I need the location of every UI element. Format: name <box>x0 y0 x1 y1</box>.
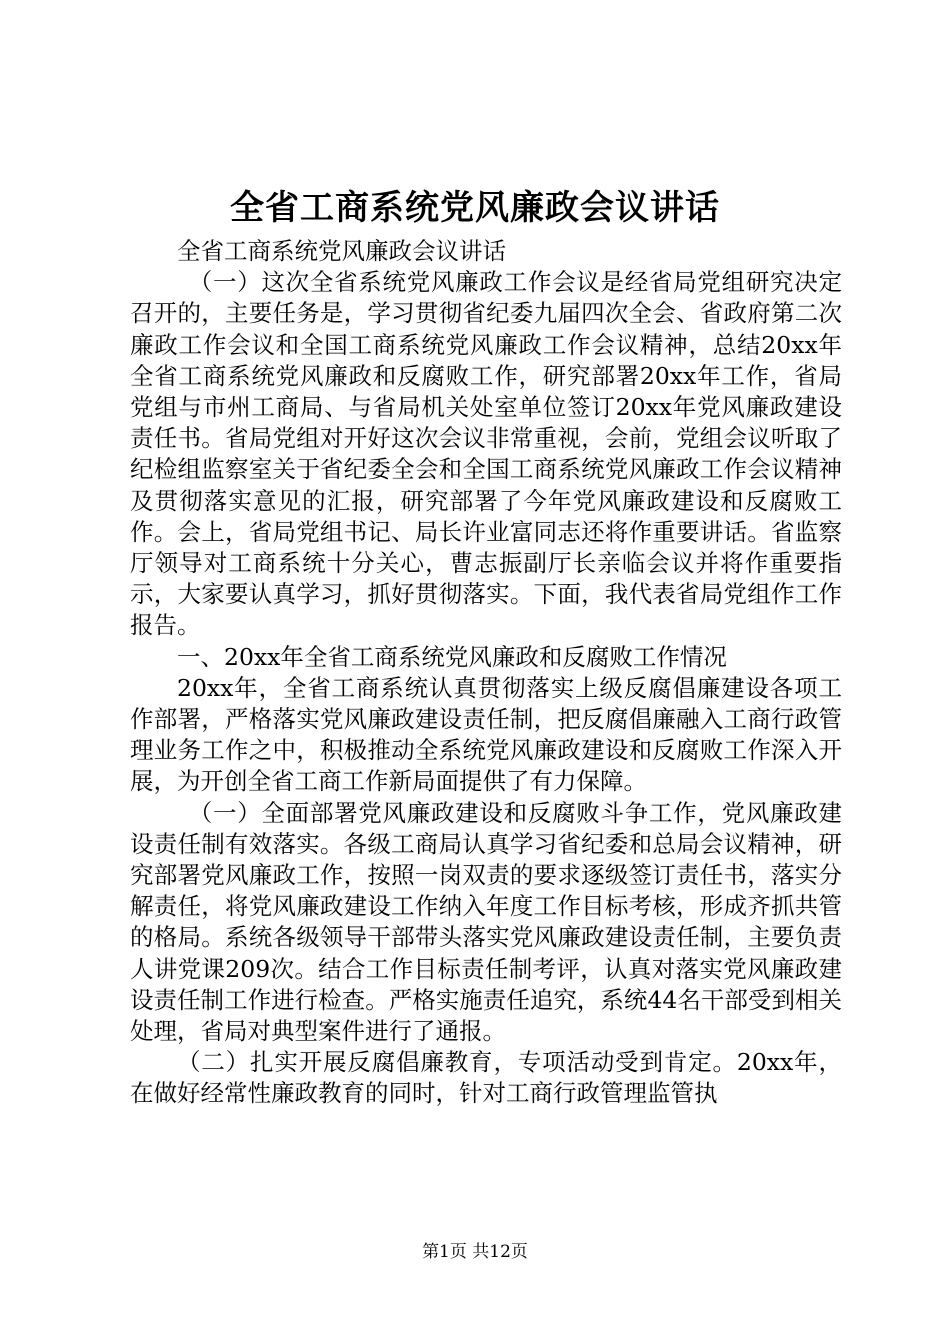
paragraph-item-1: （一）全面部署党风廉政建设和反腐败斗争工作，党风廉政建设责任制有效落实。各级工商局认真学习省纪委和总局会议精神，研究部署党风廉政工作，按照一岗双责的要求逐级签订责任书，落实分解责任，将党风廉政建设工作纳入年度工作目标考核，形成齐抓共管的格局。系统各级领导干部带头落实党风廉政建设责任制，主要负责人讲党课209次。结合工作目标责任制考评，认真对落实党风廉政建设责任制工作进行检查。严格实施责任追究，系统44名干部受到相关处理，省局对典型案件进行了通报。 <box>130 798 842 1046</box>
document-body <box>130 236 842 1110</box>
paragraph-item-2: （二）扎实开展反腐倡廉教育，专项活动受到肯定。20xx年，在做好经常性廉政教育的同时，针对工商行政管理监管执 <box>130 1048 842 1108</box>
paragraph-intro: （一）这次全省系统党风廉政工作会议是经省局党组研究决定召开的，主要任务是，学习贯彻省纪委九届四次全会、省政府第二次廉政工作会议和全国工商系统党风廉政工作会议精神，总结20xx年全省工商系统党风廉政和反腐败工作，研究部署20xx年工作，省局党组与市州工商局、与省局机关处室单位签订20xx年党风廉政建设责任书。省局党组对开好这次会议非常重视，会前，党组会议听取了纪检组监察室关于省纪委全会和全国工商系统党风廉政工作会议精神及贯彻落实意见的汇报，研究部署了今年党风廉政建设和反腐败工作。会上，省局党组书记、局长许业富同志还将作重要讲话。省监察厅领导对工商系统十分关心，曹志振副厅长亲临会议并将作重要指示，大家要认真学习，抓好贯彻落实。下面，我代表省局党组作工作报告。 <box>130 268 842 640</box>
document-title: 全省工商系统党风廉政会议讲话 <box>230 188 720 228</box>
page-number: 第1页 共12页 <box>422 1242 528 1262</box>
paragraph-summary: 20xx年，全省工商系统认真贯彻落实上级反腐倡廉建设各项工作部署，严格落实党风廉政建设责任制，把反腐倡廉融入工商行政管理业务工作之中，积极推动全系统党风廉政建设和反腐败工作深入开展，为开创全省工商工作新局面提供了有力保障。 <box>130 673 842 796</box>
section-heading: 一、20xx年全省工商系统党风廉政和反腐败工作情况 <box>177 642 727 671</box>
body-subtitle: 全省工商系统党风廉政会议讲话 <box>177 237 506 265</box>
